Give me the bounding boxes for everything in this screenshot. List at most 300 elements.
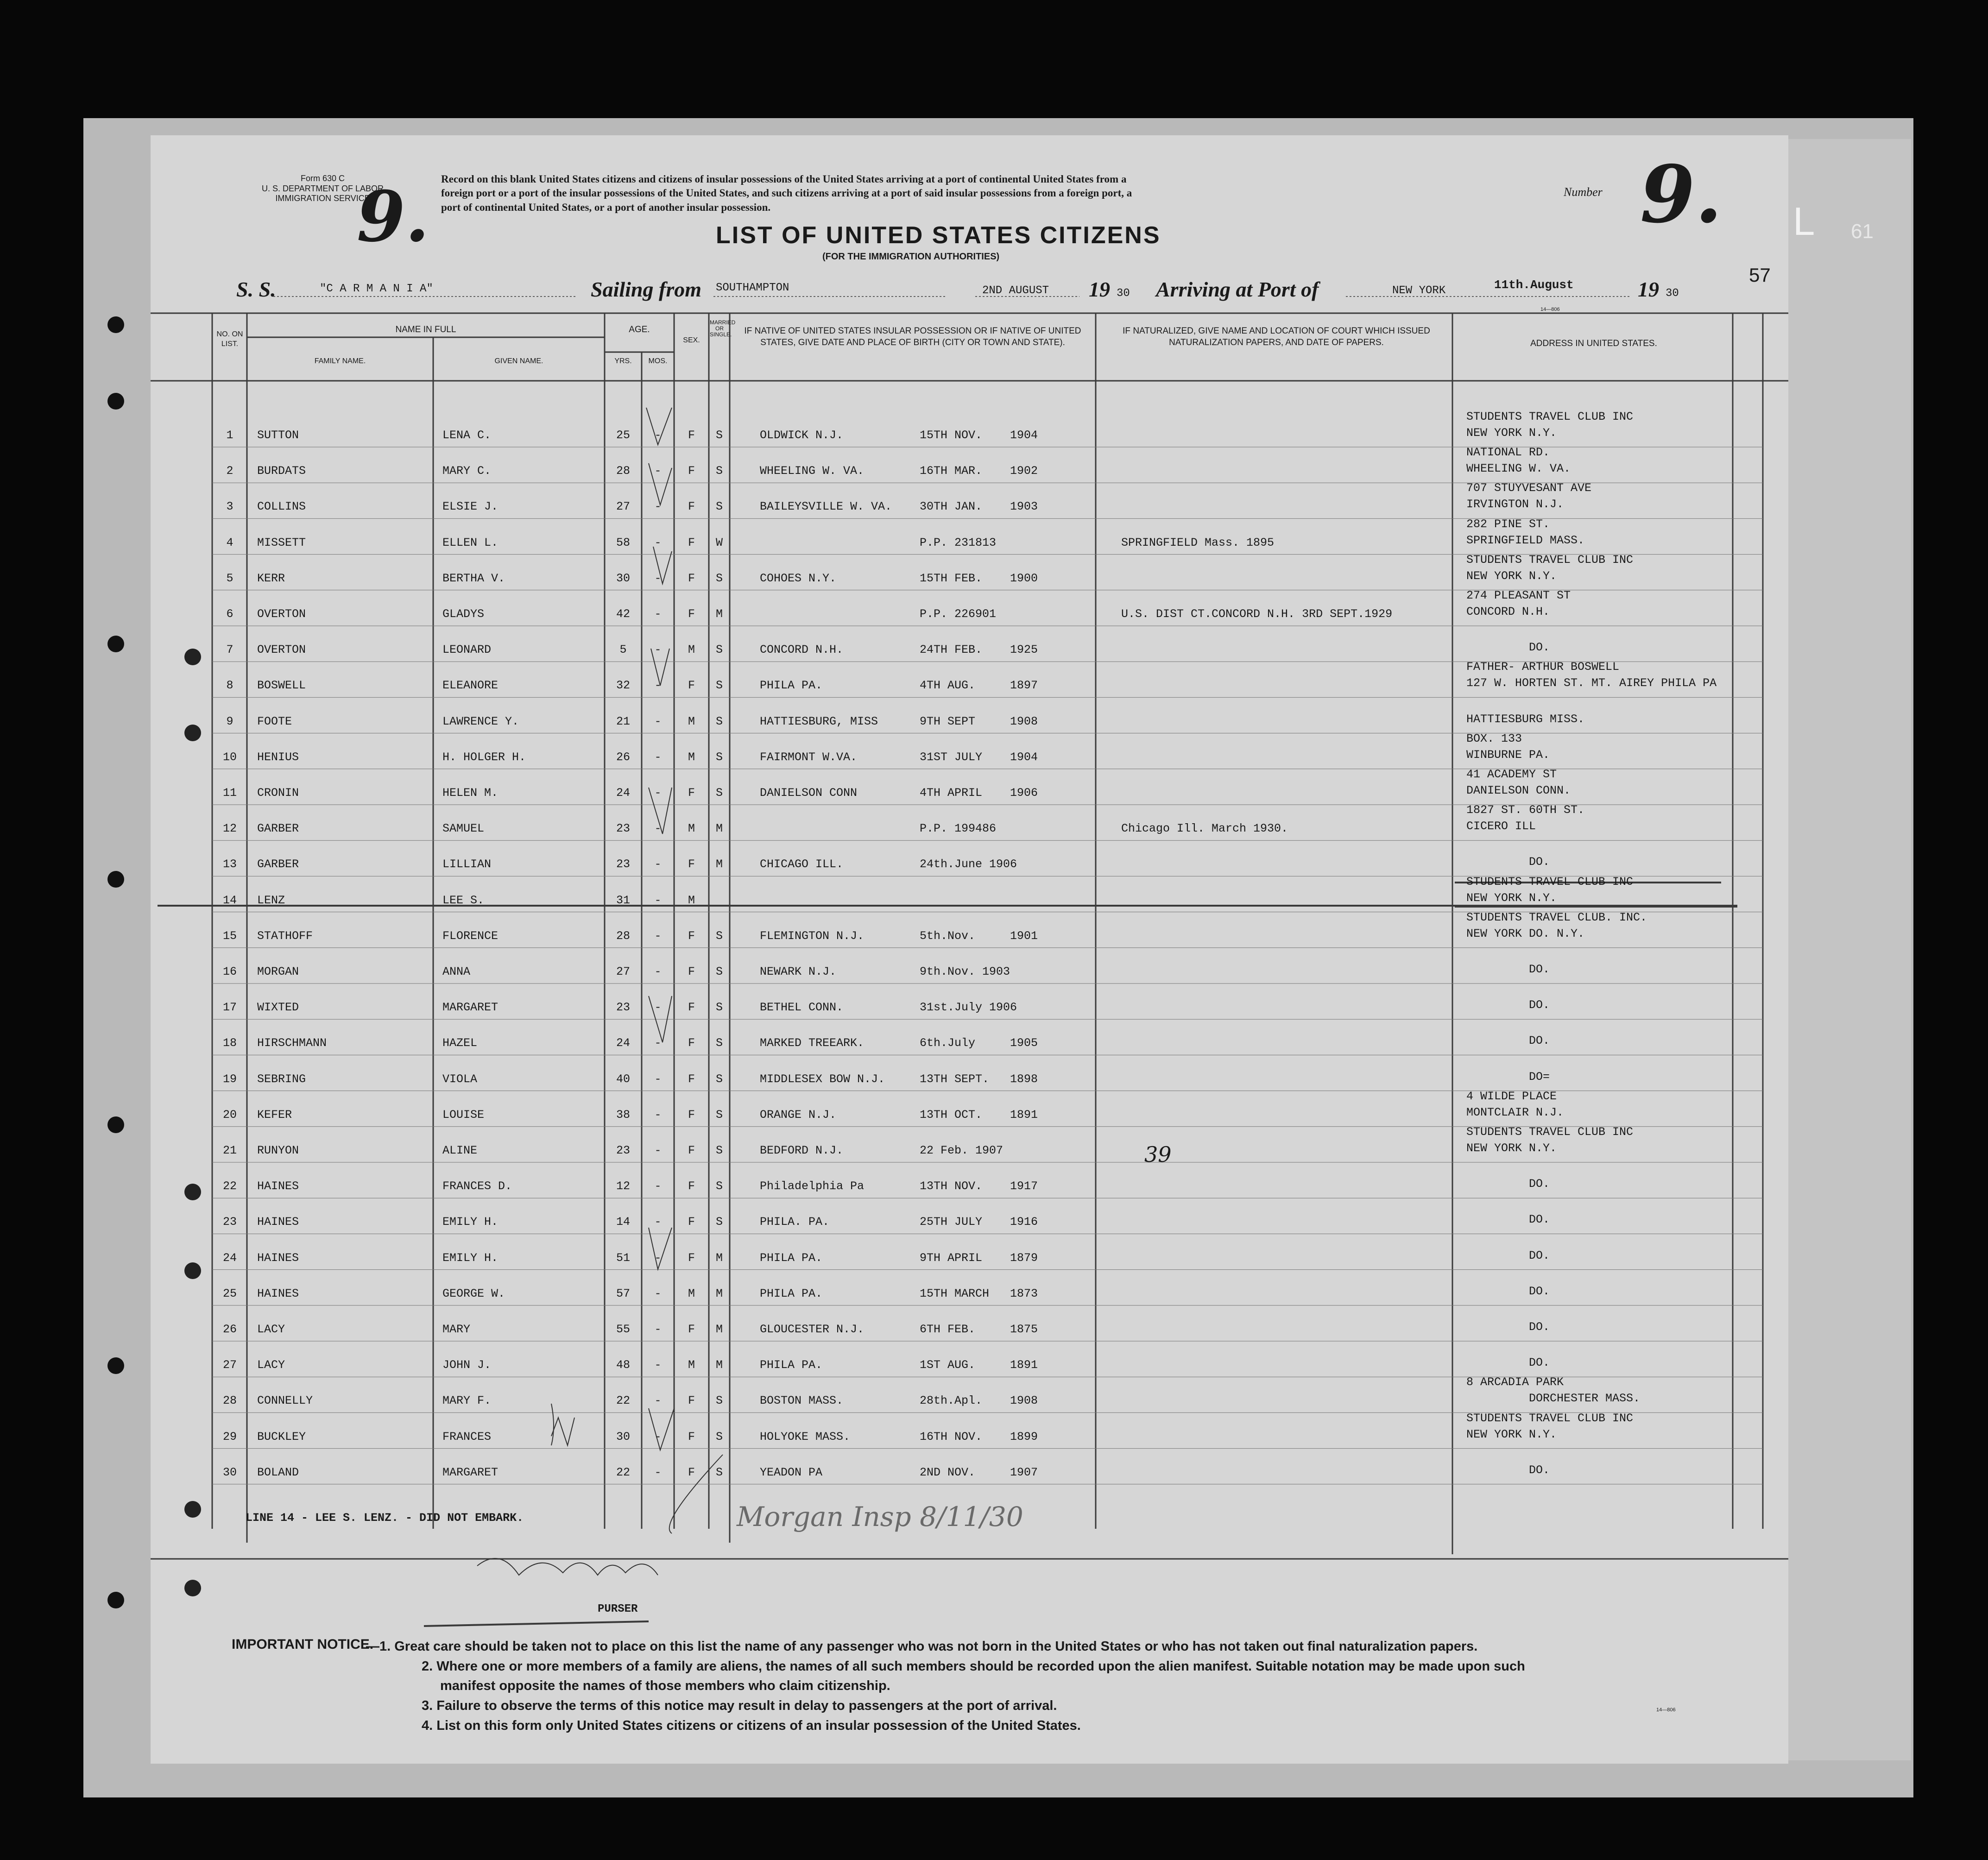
address-line-1: 8 ARCADIA PARK — [1466, 1375, 1564, 1389]
family-name: GARBER — [257, 857, 299, 871]
marital-status: S — [715, 714, 723, 728]
age-months: - — [654, 643, 662, 657]
age-years: 30 — [616, 571, 630, 585]
given-name: H. HOLGER H. — [442, 750, 526, 764]
marital-status: M — [715, 1323, 723, 1336]
sex: F — [688, 571, 695, 585]
age-months: - — [654, 893, 662, 907]
birth-year: 1907 — [1010, 1465, 1038, 1479]
marital-status: M — [715, 857, 723, 871]
marital-status: S — [715, 1465, 723, 1479]
age-years: 51 — [616, 1251, 630, 1265]
birth-date: P.P. 226901 — [920, 607, 997, 621]
col-header-sex: SEX. — [683, 336, 700, 344]
address-line-1: 4 WILDE PLACE — [1466, 1089, 1557, 1103]
birth-year: 1901 — [1010, 929, 1038, 943]
given-name: FRANCES D. — [442, 1179, 512, 1193]
birth-year: 1908 — [1010, 714, 1038, 728]
age-months: - — [654, 786, 662, 800]
birth-year: 1897 — [1010, 679, 1038, 693]
birth-year: 1898 — [1010, 1072, 1038, 1086]
birth-date: 2ND NOV. — [920, 1465, 976, 1479]
age-years: 58 — [616, 536, 630, 549]
address-line-2: DO. — [1529, 1284, 1550, 1298]
age-months: - — [654, 750, 662, 764]
age-months: - — [654, 714, 662, 728]
birth-place: HATTIESBURG, MISS — [760, 714, 878, 728]
sex: F — [688, 1323, 695, 1336]
address-line-1: BOX. 133 — [1466, 731, 1522, 745]
address-line-2: DO. — [1529, 1213, 1550, 1227]
number-label: Number — [1564, 185, 1603, 199]
address-line-2: DANIELSON CONN. — [1466, 784, 1571, 797]
birth-place: FAIRMONT W.VA. — [760, 750, 858, 764]
birth-place: CONCORD N.H. — [760, 643, 844, 657]
row-number: 6 — [226, 607, 234, 621]
given-name: GEORGE W. — [442, 1286, 505, 1300]
birth-year: 1875 — [1010, 1323, 1038, 1336]
arrival-year: 30 — [1666, 287, 1679, 300]
address-line-2: NEW YORK N.Y. — [1466, 1141, 1557, 1155]
birth-place: WHEELING W. VA. — [760, 464, 865, 478]
sex: F — [688, 929, 695, 943]
birth-date: 24TH FEB. — [920, 643, 983, 657]
age-years: 25 — [616, 429, 630, 442]
address-line-2: NEW YORK N.Y. — [1466, 426, 1557, 440]
address-line-1: 282 PINE ST. — [1466, 517, 1550, 531]
form-number: Form 630 C — [301, 174, 345, 183]
col-header-age: AGE. — [629, 325, 650, 334]
col-header-no: NO. ON LIST. — [216, 330, 243, 348]
address-line-2: HATTIESBURG MISS. — [1466, 712, 1585, 726]
sex: F — [688, 1179, 695, 1193]
sex: F — [688, 1394, 695, 1408]
row-number: 29 — [222, 1430, 237, 1444]
family-name: FOOTE — [257, 714, 292, 728]
given-name: BERTHA V. — [442, 571, 505, 585]
family-name: KEFER — [257, 1108, 292, 1122]
col-header-naturalized: IF NATURALIZED, GIVE NAME AND LOCATION OF COURT WHICH ISSUED NATURALIZATION PAPERS, AND DATE OF PAPERS. — [1123, 326, 1430, 347]
birth-place: MARKED TREEARK. — [760, 1036, 865, 1050]
address-line-2: 127 W. HORTEN ST. MT. AIREY PHILA PA — [1466, 676, 1717, 690]
marital-status: M — [715, 1358, 723, 1372]
birth-year: 1902 — [1010, 464, 1038, 478]
age-years: 24 — [616, 1036, 630, 1050]
age-years: 23 — [616, 1144, 630, 1157]
age-months: - — [654, 822, 662, 836]
row-number: 15 — [222, 929, 237, 943]
sex: F — [688, 857, 695, 871]
birth-date: 4TH APRIL — [920, 786, 983, 800]
sex: F — [688, 1072, 695, 1086]
family-name: LACY — [257, 1358, 285, 1372]
age-months: - — [654, 929, 662, 943]
birth-year: 1891 — [1010, 1108, 1038, 1122]
address-line-1: STUDENTS TRAVEL CLUB INC — [1466, 410, 1634, 423]
sex: F — [688, 1001, 695, 1015]
address-line-2: DORCHESTER MASS. — [1529, 1392, 1641, 1406]
sex: F — [688, 464, 695, 478]
instruction-line: foreign port or a port of the insular possessions of the United States, and such citizens arriving at a port of said insular possessions from a foreign port, a — [441, 187, 1132, 199]
given-name: FLORENCE — [442, 929, 499, 943]
given-name: FRANCES — [442, 1430, 492, 1444]
address-line-2: CICERO ILL — [1466, 820, 1536, 833]
marital-status: S — [715, 464, 723, 478]
address-line-2: DO. — [1529, 1248, 1550, 1262]
birth-year: 1900 — [1010, 571, 1038, 585]
birth-date: P.P. 231813 — [920, 536, 997, 549]
family-name: LACY — [257, 1323, 285, 1336]
birth-place: CHICAGO ILL. — [760, 857, 844, 871]
marital-status: W — [715, 536, 723, 549]
row-number: 30 — [222, 1465, 237, 1479]
address-line-1: STUDENTS TRAVEL CLUB. INC. — [1466, 910, 1647, 924]
age-years: 23 — [616, 857, 630, 871]
marital-status: M — [715, 822, 723, 836]
address-line-2: WHEELING W. VA. — [1466, 462, 1571, 476]
address-line-1: STUDENTS TRAVEL CLUB INC — [1466, 875, 1634, 889]
marital-status: S — [715, 643, 723, 657]
family-name: CRONIN — [257, 786, 299, 800]
given-name: GLADYS — [442, 607, 485, 621]
birth-place: PHILA PA. — [760, 1286, 823, 1300]
age-years: 27 — [616, 965, 630, 978]
given-name: LEE S. — [442, 893, 485, 907]
purser-label: PURSER — [598, 1603, 638, 1615]
instruction-line: Record on this blank United States citizens and citizens of insular possessions of the United States arriving at a port of continental United States from a — [441, 173, 1127, 185]
marital-status: M — [715, 607, 723, 621]
row-number: 4 — [226, 536, 234, 549]
marital-status: M — [715, 1251, 723, 1265]
age-months: - — [654, 1358, 662, 1372]
marital-status: S — [715, 1001, 723, 1015]
page-title: LIST OF UNITED STATES CITIZENS — [716, 222, 1161, 249]
col-header-family-name: FAMILY NAME. — [314, 357, 366, 365]
birth-year: 1891 — [1010, 1358, 1038, 1372]
birth-place: COHOES N.Y. — [760, 571, 837, 585]
address-line-2: DO. — [1529, 998, 1550, 1012]
sex: F — [688, 607, 695, 621]
age-years: 5 — [619, 643, 627, 657]
address-line-2: MONTCLAIR N.J. — [1466, 1105, 1564, 1119]
birth-place: BAILEYSVILLE W. VA. — [760, 500, 892, 514]
birth-date: 31ST JULY — [920, 750, 983, 764]
handwritten-corner-number: 9. — [357, 176, 429, 258]
address-line-2: NEW YORK DO. N.Y. — [1466, 927, 1585, 940]
department: U. S. DEPARTMENT OF LABOR — [262, 183, 384, 193]
family-name: RUNYON — [257, 1144, 299, 1157]
age-years: 32 — [616, 679, 630, 693]
family-name: HAINES — [257, 1179, 299, 1193]
marital-status: S — [715, 786, 723, 800]
age-months: - — [654, 679, 662, 693]
sailing-date: 2ND AUGUST — [982, 284, 1049, 297]
given-name: HELEN M. — [442, 786, 499, 800]
row-number: 9 — [226, 714, 234, 728]
row-number: 20 — [222, 1108, 237, 1122]
row-number: 16 — [222, 965, 237, 978]
birth-date: 25TH JULY — [920, 1215, 983, 1229]
given-name: MARY C. — [442, 464, 492, 478]
family-name: KERR — [257, 571, 285, 585]
inspector-note: Morgan Insp 8/11/30 — [737, 1501, 1023, 1532]
row-number: 24 — [222, 1251, 237, 1265]
row-number: 25 — [222, 1286, 237, 1300]
notice-heading: IMPORTANT NOTICE. — [232, 1637, 374, 1652]
notice-item: manifest opposite the names of those members who claim citizenship. — [440, 1678, 890, 1694]
address-line-2: DO. — [1529, 1034, 1550, 1048]
address-line-2: CONCORD N.H. — [1466, 605, 1550, 618]
age-years: 40 — [616, 1072, 630, 1086]
age-years: 38 — [616, 1108, 630, 1122]
marital-status: S — [715, 1215, 723, 1229]
birth-date: 6TH FEB. — [920, 1323, 976, 1336]
given-name: EMILY H. — [442, 1251, 499, 1265]
col-header-mos: MOS. — [648, 357, 668, 365]
naturalization: Chicago Ill. March 1930. — [1121, 822, 1288, 836]
family-name: BUCKLEY — [257, 1430, 306, 1444]
birth-place: ORANGE N.J. — [760, 1108, 837, 1122]
row-number: 1 — [226, 429, 234, 442]
marital-status: S — [715, 679, 723, 693]
row-number: 22 — [222, 1179, 237, 1193]
birth-date: 30TH JAN. — [920, 500, 983, 514]
address-line-2: DO. — [1529, 1463, 1550, 1477]
family-name: HAINES — [257, 1251, 299, 1265]
age-months: - — [654, 429, 662, 442]
col-header-marital: MARRIED OR SINGLE. — [710, 319, 736, 338]
arriving-label: Arriving at Port of — [1156, 277, 1319, 301]
marital-status: S — [715, 750, 723, 764]
row-number: 21 — [222, 1144, 237, 1157]
naturalization: U.S. DIST CT.CONCORD N.H. 3RD SEPT.1929 — [1121, 607, 1393, 621]
age-months: - — [654, 500, 662, 514]
family-name: HENIUS — [257, 750, 299, 764]
given-name: ELSIE J. — [442, 500, 499, 514]
address-line-2: DO. — [1529, 963, 1550, 976]
row-number: 28 — [222, 1394, 237, 1408]
sex: F — [688, 536, 695, 549]
birth-place: BEDFORD N.J. — [760, 1144, 844, 1157]
age-years: 42 — [616, 607, 630, 621]
age-years: 48 — [616, 1358, 630, 1372]
birth-date: 31st.July 1906 — [920, 1001, 1017, 1015]
address-line-1: FATHER- ARTHUR BOSWELL — [1466, 660, 1620, 674]
address-line-2: DO. — [1529, 1356, 1550, 1370]
address-line-2: NEW YORK N.Y. — [1466, 891, 1557, 905]
address-line-2: DO. — [1529, 1177, 1550, 1191]
family-name: SEBRING — [257, 1072, 306, 1086]
birth-date: 9TH APRIL — [920, 1251, 983, 1265]
address-line-1: 41 ACADEMY ST — [1466, 768, 1557, 781]
address-line-2: DO. — [1529, 855, 1550, 869]
given-name: EMILY H. — [442, 1215, 499, 1229]
given-name: MARGARET — [442, 1001, 499, 1015]
birth-date: 9TH SEPT — [920, 714, 976, 728]
col-header-yrs: YRS. — [614, 357, 632, 365]
row-number: 14 — [222, 893, 237, 907]
marital-status: S — [715, 429, 723, 442]
marital-status: S — [715, 929, 723, 943]
marital-status: S — [715, 1179, 723, 1193]
age-months: - — [654, 1108, 662, 1122]
birth-place: OLDWICK N.J. — [760, 429, 844, 442]
birth-place: Philadelphia Pa — [760, 1179, 865, 1193]
notice-item: 3. Failure to observe the terms of this notice may result in delay to passengers at the port of arrival. — [422, 1698, 1057, 1713]
notice-item: —1. Great care should be taken not to place on this list the name of any passenger who was not born in the United States or who has not taken out final naturalization papers. — [366, 1639, 1478, 1654]
age-months: - — [654, 1430, 662, 1444]
marital-status: S — [715, 571, 723, 585]
arrival-date: 11th.August — [1494, 278, 1574, 292]
birth-year: 1905 — [1010, 1036, 1038, 1050]
row-number: 3 — [226, 500, 234, 514]
given-name: MARY F. — [442, 1394, 492, 1408]
col-header-given-name: GIVEN NAME. — [494, 357, 543, 365]
age-months: - — [654, 965, 662, 978]
given-name: JOHN J. — [442, 1358, 492, 1372]
row-number: 19 — [222, 1072, 237, 1086]
family-name: CONNELLY — [257, 1394, 313, 1408]
given-name: ELEANORE — [442, 679, 499, 693]
address-line-2: SPRINGFIELD MASS. — [1466, 533, 1585, 547]
given-name: LAWRENCE Y. — [442, 714, 519, 728]
age-years: 31 — [616, 893, 630, 907]
row-number: 7 — [226, 643, 234, 657]
family-name: OVERTON — [257, 643, 306, 657]
family-name: LENZ — [257, 893, 285, 907]
sheet-number: 61 — [1851, 220, 1874, 243]
marital-status: S — [715, 1430, 723, 1444]
family-name: BOSWELL — [257, 679, 306, 693]
age-years: 55 — [616, 1323, 630, 1336]
family-name: BURDATS — [257, 464, 306, 478]
birth-year: 1879 — [1010, 1251, 1038, 1265]
age-months: - — [654, 1286, 662, 1300]
age-years: 24 — [616, 786, 630, 800]
given-name: LOUISE — [442, 1108, 485, 1122]
birth-year: 1903 — [1010, 500, 1038, 514]
family-name: SUTTON — [257, 429, 299, 442]
sex: M — [688, 1358, 695, 1372]
age-years: 21 — [616, 714, 630, 728]
age-months: - — [654, 571, 662, 585]
age-months: - — [654, 1072, 662, 1086]
age-months: - — [654, 1323, 662, 1336]
sailing-from: SOUTHAMPTON — [716, 282, 789, 294]
sex: M — [688, 822, 695, 836]
age-years: 28 — [616, 464, 630, 478]
age-months: - — [654, 536, 662, 549]
birth-place: PHILA PA. — [760, 1358, 823, 1372]
given-name: HAZEL — [442, 1036, 478, 1050]
sailing-year-prefix: 19 — [1089, 277, 1110, 301]
birth-date: 28th.Apl. — [920, 1394, 983, 1408]
footer-note: LINE 14 - LEE S. LENZ. - DID NOT EMBARK. — [246, 1511, 524, 1525]
birth-date: 13TH OCT. — [920, 1108, 983, 1122]
row-number: 2 — [226, 464, 234, 478]
row-number: 23 — [222, 1215, 237, 1229]
age-months: - — [654, 464, 662, 478]
row-number: 26 — [222, 1323, 237, 1336]
col-header-birth: IF NATIVE OF UNITED STATES INSULAR POSSESSION OR IF NATIVE OF UNITED STATES, GIVE DATE AND PLACE OF BIRTH (CITY OR TOWN AND STATE). — [744, 326, 1081, 347]
birth-date: 13TH NOV. — [920, 1179, 983, 1193]
birth-place: FLEMINGTON N.J. — [760, 929, 865, 943]
address-line-2: WINBURNE PA. — [1466, 748, 1550, 762]
col-header-name-in-full: NAME IN FULL — [395, 325, 456, 334]
age-months: - — [654, 607, 662, 621]
family-name: HAINES — [257, 1286, 299, 1300]
number-value: 9. — [1640, 148, 1723, 241]
birth-place: GLOUCESTER N.J. — [760, 1323, 865, 1336]
given-name: LEONARD — [442, 643, 492, 657]
marital-status: S — [715, 1108, 723, 1122]
address-line-2: DO. — [1529, 641, 1550, 655]
sex: F — [688, 1144, 695, 1157]
age-years: 14 — [616, 1215, 630, 1229]
age-months: - — [654, 1394, 662, 1408]
age-months: - — [654, 1465, 662, 1479]
address-line-1: STUDENTS TRAVEL CLUB INC — [1466, 1411, 1634, 1425]
row-number: 5 — [226, 571, 234, 585]
birth-year: 1873 — [1010, 1286, 1038, 1300]
birth-date: P.P. 199486 — [920, 822, 997, 836]
birth-year: 1899 — [1010, 1430, 1038, 1444]
address-line-1: 274 PLEASANT ST — [1466, 589, 1571, 602]
family-name: STATHOFF — [257, 929, 313, 943]
sex: F — [688, 679, 695, 693]
address-line-2: NEW YORK N.Y. — [1466, 569, 1557, 583]
sex: M — [688, 893, 695, 907]
row-number: 13 — [222, 857, 237, 871]
age-years: 23 — [616, 1001, 630, 1015]
age-years: 12 — [616, 1179, 630, 1193]
row-number: 18 — [222, 1036, 237, 1050]
sex: F — [688, 1036, 695, 1050]
given-name: LENA C. — [442, 429, 492, 442]
age-months: - — [654, 1036, 662, 1050]
age-months: - — [654, 1251, 662, 1265]
address-line-2: NEW YORK N.Y. — [1466, 1427, 1557, 1441]
given-name: MARY — [442, 1323, 471, 1336]
sex: F — [688, 965, 695, 978]
age-months: - — [654, 1144, 662, 1157]
birth-place: PHILA. PA. — [760, 1215, 830, 1229]
birth-year: 1925 — [1010, 643, 1038, 657]
marital-status: S — [715, 1394, 723, 1408]
marital-status: S — [715, 1072, 723, 1086]
address-line-2: DO= — [1529, 1070, 1550, 1084]
birth-place: MIDDLESEX BOW N.J. — [760, 1072, 885, 1086]
birth-date: 16TH MAR. — [920, 464, 983, 478]
sex: M — [688, 1286, 695, 1300]
address-line-1: 1827 ST. 60TH ST. — [1466, 803, 1585, 817]
birth-date: 4TH AUG. — [920, 679, 976, 693]
birth-date: 24th.June 1906 — [920, 857, 1017, 871]
age-years: 23 — [616, 822, 630, 836]
family-name: GARBER — [257, 822, 299, 836]
sex: F — [688, 1430, 695, 1444]
page-number: 57 — [1749, 264, 1771, 286]
family-name: COLLINS — [257, 500, 306, 514]
birth-date: 15TH MARCH — [920, 1286, 990, 1300]
address-line-1: 707 STUYVESANT AVE — [1466, 481, 1592, 495]
birth-place: HOLYOKE MASS. — [760, 1430, 851, 1444]
birth-date: 15TH NOV. — [920, 429, 983, 442]
marital-status: M — [715, 1286, 723, 1300]
birth-place: BETHEL CONN. — [760, 1001, 844, 1015]
given-name: ELLEN L. — [442, 536, 499, 549]
sex: F — [688, 1465, 695, 1479]
